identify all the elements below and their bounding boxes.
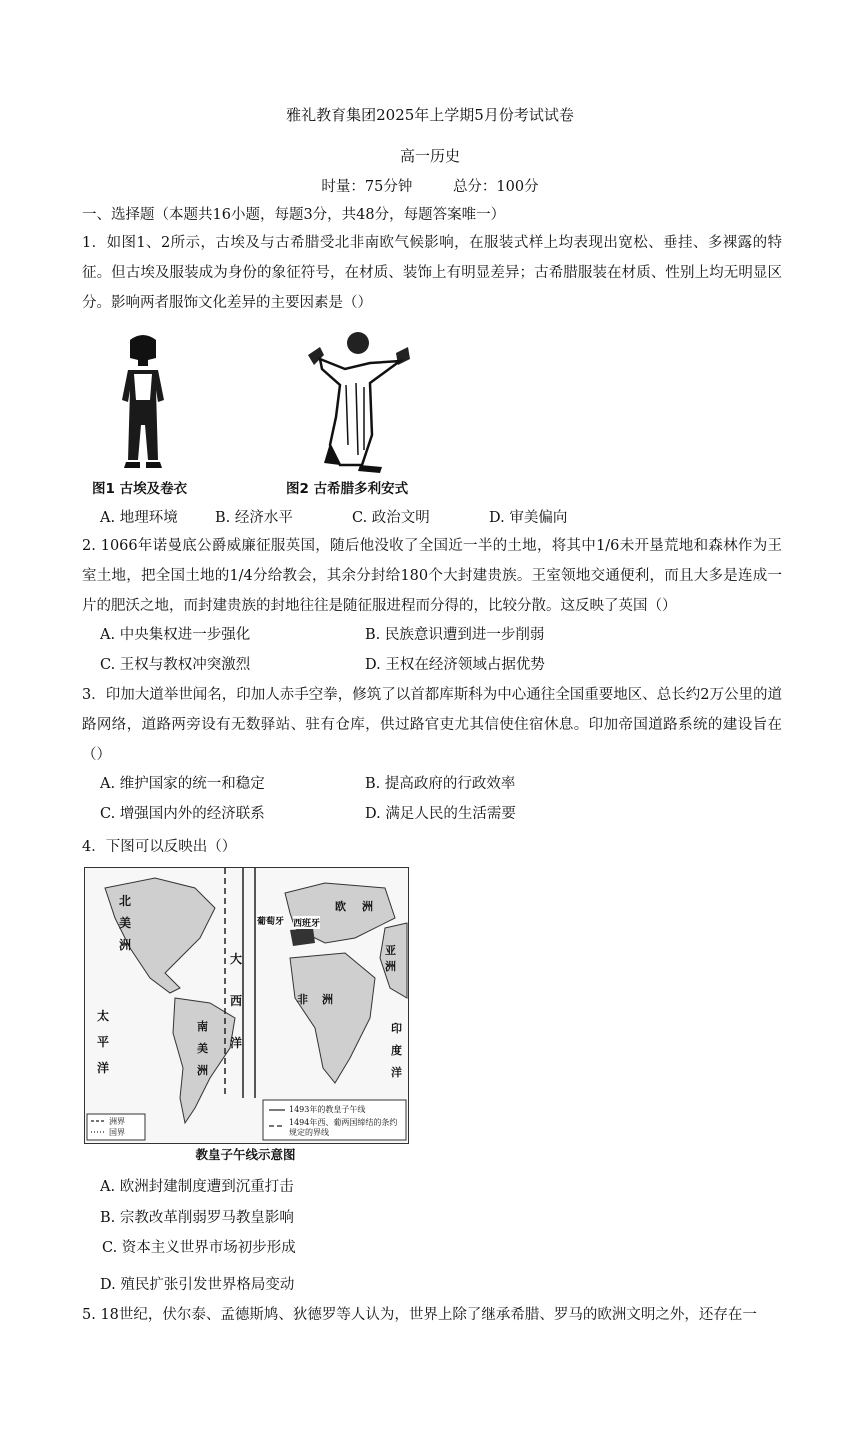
figure-1-caption: 图1 古埃及卷衣 [92, 481, 188, 497]
legend-continent-border: 洲界 [109, 1117, 125, 1126]
legend-1493-meridian: 1493年的教皇子午线 [289, 1105, 366, 1114]
option-a[interactable]: A. 维护国家的统一和稳定 [100, 776, 265, 792]
total-score: 总分：100分 [452, 179, 539, 195]
option-a[interactable]: A. 欧洲封建制度遭到沉重打击 [100, 1179, 294, 1195]
option-d[interactable]: D. 殖民扩张引发世界格局变动 [100, 1277, 295, 1293]
label-africa: 非洲 [297, 993, 347, 1006]
exam-meta [0, 175, 860, 196]
label-atlantic: 大西洋 [230, 952, 243, 1050]
subject-title: 高一历史 [399, 147, 460, 165]
option-a[interactable]: A. 中央集权进一步强化 [100, 627, 251, 643]
option-d[interactable]: D. 王权在经济领域占据优势 [365, 657, 545, 673]
figure-egyptian-dress [108, 330, 178, 470]
figure-2-caption: 图2 古希腊多利安式 [286, 481, 409, 497]
option-b[interactable]: B. 民族意识遭到进一步削弱 [365, 627, 545, 643]
question-3-stem: 3．印加大道举世闻名，印加人赤手空拳，修筑了以首都库斯科为中心通往全国重要地区、总长约2万公里的道路网络，道路两旁设有无数驿站、驻有仓库，供过路官吏尤其信使住宿休息。印加帝国道路系统的建设旨在（） [82, 687, 782, 763]
label-asia: 亚洲 [385, 944, 396, 973]
label-spain: 西班牙 [293, 916, 320, 929]
option-c[interactable]: C. 增强国内外的经济联系 [100, 806, 265, 822]
option-d[interactable]: D. 满足人民的生活需要 [365, 806, 516, 822]
question-2-stem: 2. 1066年诺曼底公爵威廉征服英国，随后他没收了全国近一半的土地，将其中1/6未开垦荒地和森林作为王室土地，把全国土地的1/4分给教会，其余分封给180个大封建贵族。王室领地交通便利，而且大多是连成一片的肥沃之地，而封建贵族的封地往往是随征服进程而分得的，比较分散。这反映了英国（） [82, 538, 782, 614]
label-north-america: 北美洲 [119, 894, 132, 952]
option-d[interactable]: D. 审美偏向 [489, 510, 568, 526]
question-2-options [100, 620, 700, 680]
question-4-stem: 4．下图可以反映出（） [82, 839, 237, 855]
time-limit: 时量：75分钟 [321, 179, 413, 195]
question-1-stem: 1．如图1、2所示，古埃及与古希腊受北非南欧气候影响，在服装式样上均表现出宽松、垂挂、多裸露的特征。但古埃及服装成为身份的象征符号，在材质、装饰上有明显差异；古希腊服装在材质、性别上均无明显区分。影响两者服饰文化差异的主要因素是（） [82, 235, 782, 311]
option-c[interactable]: C. 王权与教权冲突激烈 [100, 657, 251, 673]
legend-national-border: 国界 [109, 1128, 125, 1137]
legend-1494-treaty-line: 1494年西、葡两国缔结的条约规定的界线 [289, 1118, 398, 1137]
option-a[interactable]: A. 地理环境 [100, 510, 178, 526]
label-portugal: 葡萄牙 [257, 914, 284, 927]
option-c[interactable]: C. 政治文明 [352, 510, 430, 526]
question-3-options [100, 769, 700, 829]
exam-title: 雅礼教育集团2025年上学期5月份考试试卷 [286, 106, 574, 124]
label-europe: 欧洲 [335, 900, 389, 913]
section-heading: 一、选择题（本题共16小题，每题3分，共48分，每题答案唯一） [82, 207, 506, 223]
option-b[interactable]: B. 经济水平 [215, 510, 293, 526]
label-pacific: 太平洋 [97, 1009, 110, 1075]
papal-meridian-map [84, 867, 409, 1144]
map-caption: 教皇子午线示意图 [195, 1147, 296, 1162]
label-south-america: 南美洲 [197, 1020, 208, 1077]
question-5-stem: 5. 18世纪，伏尔泰、孟德斯鸠、狄德罗等人认为，世界上除了继承希腊、罗马的欧洲文明之外，还存在一 [82, 1307, 757, 1323]
figure-greek-dress [300, 325, 415, 475]
question-1-options [100, 506, 604, 527]
option-b[interactable]: B. 宗教改革削弱罗马教皇影响 [100, 1210, 294, 1226]
label-indian-ocean: 印度洋 [391, 1022, 402, 1079]
option-b[interactable]: B. 提高政府的行政效率 [365, 776, 516, 792]
option-c[interactable]: C. 资本主义世界市场初步形成 [102, 1240, 296, 1256]
